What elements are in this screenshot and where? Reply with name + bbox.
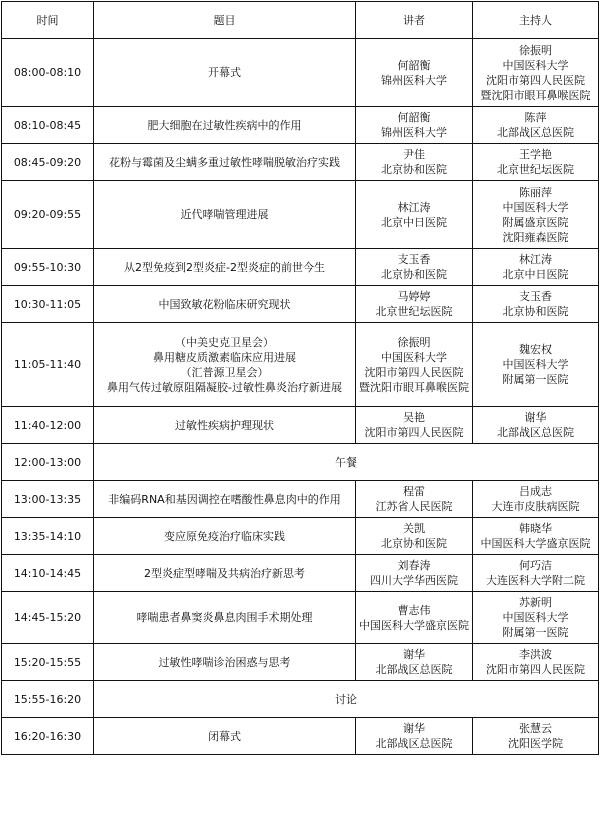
speaker-cell [356, 144, 473, 181]
time-cell: 15:20-15:55 [2, 644, 94, 681]
speaker-cell-line: 北京协和医院 [381, 268, 447, 281]
speaker-cell-line: 何韶衡 [397, 111, 431, 124]
speaker-cell [356, 39, 473, 107]
host-cell-line: 沈阳医学院 [508, 737, 563, 750]
time-cell: 15:55-16:20 [2, 681, 94, 718]
speaker-cell-line: 北部战区总医院 [375, 737, 453, 750]
host-cell-line: 韩晓华 [519, 522, 552, 535]
host-cell-line: 大连市皮肤病医院 [491, 500, 580, 513]
speaker-cell-line: 北京协和医院 [381, 537, 447, 550]
break-cell: 午餐 [94, 444, 599, 481]
time-cell: 09:55-10:30 [2, 249, 94, 286]
speaker-cell-line: 北部战区总医院 [375, 663, 453, 676]
schedule-row [2, 592, 599, 644]
speaker-cell-line: 关凯 [403, 522, 425, 535]
speaker-cell-line: 锦州医科大学 [381, 73, 447, 87]
speaker-cell-line: 马婷婷 [397, 290, 431, 303]
time-cell: 11:05-11:40 [2, 323, 94, 407]
host-cell-line: 张慧云 [519, 722, 552, 735]
host-cell-line: 暨沈阳市眼耳鼻喉医院 [480, 88, 591, 102]
host-cell-line: 沈阳市第四人民医院 [486, 73, 585, 87]
speaker-cell [356, 518, 473, 555]
topic-cell-line: 肥大细胞在过敏性疾病中的作用 [147, 118, 302, 132]
host-cell-line: 林江涛 [519, 253, 552, 266]
speaker-cell-line: 江苏省人民医院 [375, 500, 453, 513]
topic-cell-line: 非编码RNA和基因调控在嗜酸性鼻息肉中的作用 [108, 492, 341, 506]
speaker-cell [356, 555, 473, 592]
header-time: 时间 [2, 2, 94, 39]
topic-cell [94, 518, 356, 555]
host-cell [473, 592, 599, 644]
host-cell-line: 陈萍 [524, 111, 547, 124]
host-cell [473, 407, 599, 444]
header-speaker: 讲者 [356, 2, 473, 39]
host-cell [473, 39, 599, 107]
time-cell: 14:45-15:20 [2, 592, 94, 644]
speaker-cell-line: 程雷 [403, 485, 425, 498]
schedule-body [2, 39, 599, 755]
schedule-row [2, 286, 599, 323]
host-cell [473, 323, 599, 407]
host-cell-line: 支玉香 [519, 290, 552, 303]
time-cell: 12:00-13:00 [2, 444, 94, 481]
header-host: 主持人 [473, 2, 599, 39]
topic-cell-line: 2型炎症型哮喘及共病治疗新思考 [144, 566, 305, 580]
topic-cell-line: 从2型免疫到2型炎症-2型炎症的前世今生 [124, 260, 325, 274]
host-cell-line: 沈阳市第四人民医院 [486, 663, 585, 676]
speaker-cell [356, 107, 473, 144]
speaker-cell-line: 暨沈阳市眼耳鼻喉医院 [359, 380, 469, 394]
host-cell-line: 北部战区总医院 [497, 426, 574, 439]
topic-cell-line: 闭幕式 [208, 729, 241, 743]
speaker-cell-line: 四川大学华西医院 [370, 574, 458, 587]
speaker-cell [356, 181, 473, 249]
host-cell [473, 644, 599, 681]
speaker-cell-line: 中国医科大学 [381, 350, 447, 364]
host-cell-line: 李洪波 [519, 648, 552, 661]
time-cell: 11:40-12:00 [2, 407, 94, 444]
host-cell-line: 北部战区总医院 [497, 126, 574, 139]
host-cell-line: 陈丽萍 [519, 185, 552, 199]
header-topic: 题目 [94, 2, 356, 39]
host-cell-line: 中国医科大学盛京医院 [480, 537, 591, 550]
host-cell [473, 144, 599, 181]
topic-cell-line: 变应原免疫治疗临床实践 [164, 529, 285, 543]
time-cell: 08:10-08:45 [2, 107, 94, 144]
host-cell [473, 481, 599, 518]
host-cell-line: 附属盛京医院 [502, 215, 569, 229]
speaker-cell-line: 徐振明 [397, 335, 431, 349]
topic-cell [94, 39, 356, 107]
topic-cell [94, 144, 356, 181]
speaker-cell-line: 林江涛 [397, 200, 431, 214]
speaker-cell [356, 718, 473, 755]
host-cell-line: 中国医科大学 [502, 611, 569, 624]
speaker-cell-line: 谢华 [403, 722, 425, 735]
speaker-cell [356, 249, 473, 286]
speaker-cell-line: 刘春涛 [397, 559, 431, 572]
schedule-row [2, 644, 599, 681]
topic-cell-line: 中国致敏花粉临床研究现状 [158, 297, 291, 311]
topic-cell-line: （中美史克卫星会） [175, 335, 274, 349]
schedule-row [2, 481, 599, 518]
schedule-row [2, 555, 599, 592]
topic-cell-line: 鼻用糖皮质激素临床应用进展 [153, 350, 296, 364]
topic-cell [94, 107, 356, 144]
topic-cell [94, 286, 356, 323]
host-cell-line: 北京世纪坛医院 [497, 163, 574, 176]
time-cell: 10:30-11:05 [2, 286, 94, 323]
host-cell [473, 718, 599, 755]
topic-cell [94, 249, 356, 286]
speaker-cell-line: 尹佳 [403, 148, 425, 161]
host-cell-line: 徐振明 [519, 43, 552, 57]
schedule-row [2, 681, 599, 718]
topic-cell-line: （汇普源卫星会） [180, 365, 269, 379]
host-cell-line: 中国医科大学 [502, 200, 569, 214]
schedule-row [2, 249, 599, 286]
speaker-cell-line: 北京中日医院 [381, 215, 447, 229]
time-cell: 16:20-16:30 [2, 718, 94, 755]
host-cell [473, 249, 599, 286]
host-cell-line: 北京协和医院 [502, 305, 569, 318]
speaker-cell [356, 286, 473, 323]
break-cell: 讨论 [94, 681, 599, 718]
speaker-cell-line: 吴艳 [403, 411, 425, 424]
topic-cell [94, 407, 356, 444]
speaker-cell-line: 谢华 [403, 648, 425, 661]
host-cell-line: 北京中日医院 [502, 268, 569, 281]
topic-cell-line: 过敏性哮喘诊治困惑与思考 [158, 655, 291, 669]
speaker-cell [356, 644, 473, 681]
time-cell: 08:45-09:20 [2, 144, 94, 181]
speaker-cell-line: 曹志伟 [397, 603, 431, 617]
schedule-row [2, 407, 599, 444]
schedule-row [2, 323, 599, 407]
time-cell: 13:35-14:10 [2, 518, 94, 555]
host-cell-line: 附属第一医院 [502, 373, 569, 386]
host-cell [473, 518, 599, 555]
topic-cell-line: 花粉与霉菌及尘螨多重过敏性哮喘脱敏治疗实践 [109, 155, 340, 169]
time-cell: 08:00-08:10 [2, 39, 94, 107]
topic-cell [94, 481, 356, 518]
host-cell-line: 大连医科大学附二院 [486, 574, 585, 587]
speaker-cell [356, 481, 473, 518]
host-cell-line: 沈阳雍森医院 [502, 230, 569, 244]
host-cell-line: 附属第一医院 [502, 626, 569, 639]
speaker-cell [356, 407, 473, 444]
host-cell [473, 286, 599, 323]
host-cell-line: 吕成志 [519, 485, 552, 498]
speaker-cell-line: 中国医科大学盛京医院 [359, 618, 469, 632]
topic-cell [94, 181, 356, 249]
topic-cell [94, 718, 356, 755]
topic-cell-line: 哮喘患者鼻窦炎鼻息肉围手术期处理 [136, 611, 313, 624]
schedule-row [2, 107, 599, 144]
host-cell-line: 魏宏权 [519, 343, 552, 356]
speaker-cell-line: 锦州医科大学 [381, 126, 447, 139]
time-cell: 13:00-13:35 [2, 481, 94, 518]
host-cell [473, 107, 599, 144]
speaker-cell-line: 沈阳市第四人民医院 [364, 365, 464, 379]
topic-cell-line: 鼻用气传过敏原阻隔凝胶-过敏性鼻炎治疗新进展 [107, 380, 342, 394]
host-cell-line: 谢华 [524, 411, 547, 424]
schedule-table [1, 1, 599, 755]
host-cell-line: 中国医科大学 [502, 58, 569, 72]
host-cell-line: 何巧洁 [519, 559, 552, 572]
time-cell: 14:10-14:45 [2, 555, 94, 592]
schedule-row [2, 718, 599, 755]
schedule-row [2, 144, 599, 181]
schedule-row [2, 39, 599, 107]
topic-cell-line: 近代哮喘管理进展 [180, 208, 269, 221]
speaker-cell-line: 沈阳市第四人民医院 [364, 426, 464, 439]
schedule-row [2, 518, 599, 555]
topic-cell [94, 592, 356, 644]
topic-cell [94, 555, 356, 592]
speaker-cell-line: 北京世纪坛医院 [375, 305, 453, 318]
topic-cell [94, 644, 356, 681]
host-cell-line: 苏新明 [519, 596, 552, 609]
speaker-cell [356, 323, 473, 407]
speaker-cell-line: 何韶衡 [397, 58, 431, 72]
host-cell [473, 181, 599, 249]
speaker-cell-line: 支玉香 [397, 253, 431, 266]
host-cell [473, 555, 599, 592]
host-cell-line: 王学艳 [519, 148, 552, 161]
speaker-cell-line: 北京协和医院 [381, 163, 447, 176]
schedule-row [2, 181, 599, 249]
schedule-row [2, 444, 599, 481]
topic-cell-line: 过敏性疾病护理现状 [175, 418, 274, 432]
speaker-cell [356, 592, 473, 644]
topic-cell [94, 323, 356, 407]
time-cell: 09:20-09:55 [2, 181, 94, 249]
host-cell-line: 中国医科大学 [502, 358, 569, 371]
header-row [2, 2, 599, 39]
topic-cell-line: 开幕式 [208, 66, 241, 79]
